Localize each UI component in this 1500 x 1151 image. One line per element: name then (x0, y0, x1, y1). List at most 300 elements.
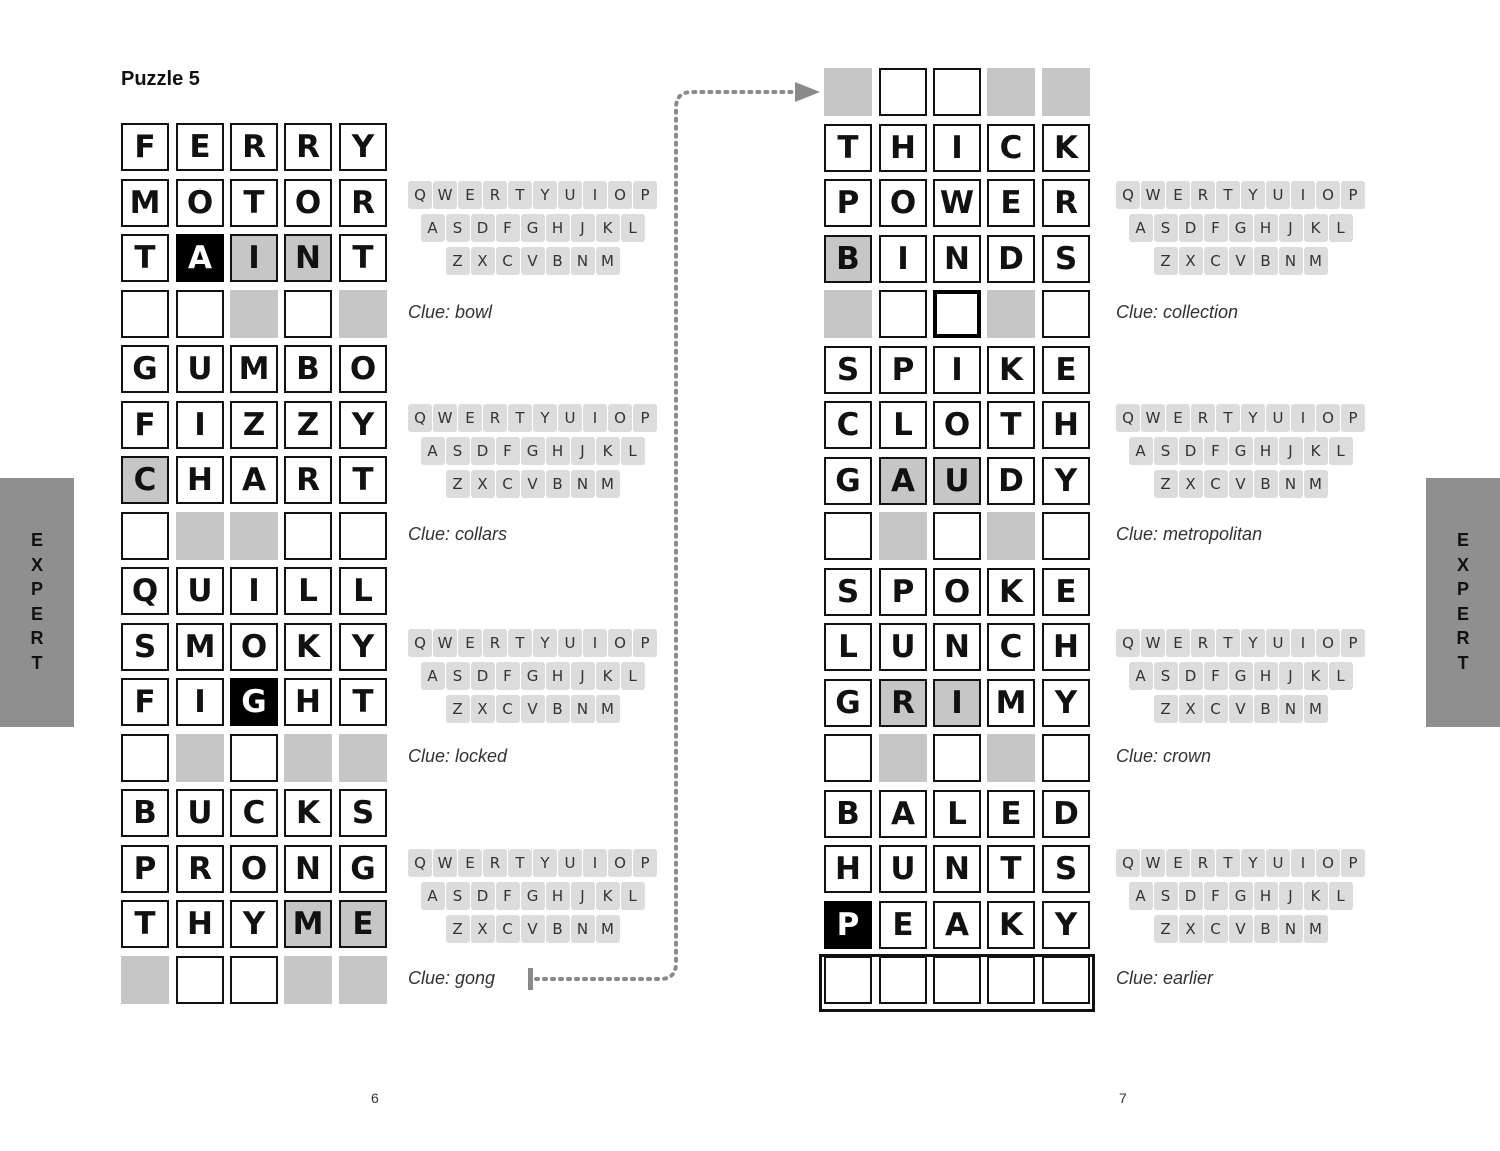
empty-cell[interactable] (824, 68, 872, 116)
keyboard-key[interactable]: X (471, 695, 495, 723)
letter-cell: O (933, 568, 981, 616)
keyboard-key[interactable]: T (508, 404, 532, 432)
empty-cell[interactable] (230, 956, 278, 1004)
keyboard-key[interactable]: Q (408, 849, 432, 877)
empty-cell[interactable] (933, 512, 981, 560)
keyboard-key[interactable]: J (571, 882, 595, 910)
keyboard-key[interactable]: X (1179, 915, 1203, 943)
keyboard-key[interactable]: I (583, 181, 607, 209)
keyboard-key[interactable]: Y (533, 181, 557, 209)
keyboard-key[interactable]: D (471, 662, 495, 690)
keyboard-key[interactable]: B (546, 915, 570, 943)
keyboard-key[interactable]: W (1141, 849, 1165, 877)
keyboard-key[interactable]: W (1141, 629, 1165, 657)
letter-cell: A (176, 234, 224, 282)
keyboard-key[interactable]: W (1141, 404, 1165, 432)
keyboard-key[interactable]: K (1304, 882, 1328, 910)
empty-cell[interactable] (987, 290, 1035, 338)
keyboard-key[interactable]: Z (1154, 247, 1178, 275)
keyboard-key[interactable]: A (1129, 214, 1153, 242)
keyboard-key[interactable]: E (1166, 629, 1190, 657)
letter-cell: Z (230, 401, 278, 449)
mini-keyboard (408, 181, 658, 273)
keyboard-key[interactable]: I (1291, 629, 1315, 657)
ladder-row (824, 457, 1090, 505)
letter-cell: A (933, 901, 981, 949)
keyboard-key[interactable]: P (1341, 629, 1365, 657)
keyboard-key[interactable]: M (596, 915, 620, 943)
connector-arrowhead (795, 82, 820, 102)
ladder-row (121, 956, 387, 1004)
keyboard-key[interactable]: A (421, 882, 445, 910)
keyboard-key[interactable]: B (546, 695, 570, 723)
ladder-row (824, 401, 1090, 449)
keyboard-key[interactable]: N (571, 915, 595, 943)
empty-cell[interactable] (176, 734, 224, 782)
keyboard-key[interactable]: O (608, 181, 632, 209)
keyboard-key[interactable]: U (558, 629, 582, 657)
empty-cell[interactable] (284, 512, 332, 560)
empty-cell[interactable] (121, 290, 169, 338)
keyboard-key[interactable]: N (1279, 470, 1303, 498)
keyboard-key[interactable]: S (1154, 437, 1178, 465)
letter-cell: P (824, 901, 872, 949)
keyboard-key[interactable]: L (1329, 214, 1353, 242)
keyboard-key[interactable]: W (433, 181, 457, 209)
letter-cell: R (879, 679, 927, 727)
keyboard-key[interactable]: U (558, 404, 582, 432)
keyboard-key[interactable]: M (1304, 470, 1328, 498)
keyboard-key[interactable]: L (1329, 882, 1353, 910)
letter-cell: O (339, 345, 387, 393)
keyboard-key[interactable]: B (546, 470, 570, 498)
keyboard-key[interactable]: P (633, 849, 657, 877)
mini-keyboard (1116, 629, 1366, 721)
keyboard-key[interactable]: Z (446, 915, 470, 943)
keyboard-key[interactable]: L (1329, 662, 1353, 690)
keyboard-key[interactable]: M (1304, 695, 1328, 723)
empty-cell[interactable] (339, 734, 387, 782)
keyboard-key[interactable]: J (1279, 662, 1303, 690)
keyboard-key[interactable]: S (1154, 882, 1178, 910)
keyboard-key[interactable]: U (1266, 629, 1290, 657)
keyboard-key[interactable]: I (1291, 404, 1315, 432)
letter-cell: H (284, 678, 332, 726)
keyboard-row (1129, 437, 1353, 465)
keyboard-key[interactable]: W (1141, 181, 1165, 209)
keyboard-key[interactable]: F (496, 662, 520, 690)
keyboard-key[interactable]: Y (1241, 849, 1265, 877)
ladder-row (824, 235, 1090, 283)
keyboard-key[interactable]: J (1279, 882, 1303, 910)
keyboard-key[interactable]: U (558, 181, 582, 209)
empty-cell[interactable] (933, 68, 981, 116)
keyboard-key[interactable]: V (521, 470, 545, 498)
clue-text: Clue: earlier (1116, 968, 1214, 988)
keyboard-key[interactable]: R (1191, 404, 1215, 432)
keyboard-key[interactable]: V (1229, 247, 1253, 275)
keyboard-key[interactable]: O (1316, 849, 1340, 877)
keyboard-key[interactable]: C (1204, 915, 1228, 943)
keyboard-key[interactable]: H (546, 882, 570, 910)
keyboard-key[interactable]: I (583, 404, 607, 432)
keyboard-key[interactable]: E (458, 181, 482, 209)
empty-cell[interactable] (284, 956, 332, 1004)
letter-cell: C (121, 456, 169, 504)
keyboard-key[interactable]: R (483, 849, 507, 877)
keyboard-key[interactable]: A (1129, 662, 1153, 690)
keyboard-row (1154, 470, 1328, 498)
letter-cell: M (230, 345, 278, 393)
keyboard-key[interactable]: U (1266, 181, 1290, 209)
keyboard-key[interactable]: B (546, 247, 570, 275)
keyboard-key[interactable]: O (1316, 629, 1340, 657)
keyboard-key[interactable]: R (483, 629, 507, 657)
keyboard-key[interactable]: N (571, 247, 595, 275)
keyboard-key[interactable]: V (1229, 915, 1253, 943)
keyboard-key[interactable]: E (1166, 849, 1190, 877)
keyboard-key[interactable]: Q (408, 404, 432, 432)
keyboard-key[interactable]: K (1304, 662, 1328, 690)
keyboard-key[interactable]: F (1204, 882, 1228, 910)
keyboard-key[interactable]: X (471, 915, 495, 943)
keyboard-key[interactable]: A (421, 437, 445, 465)
keyboard-key[interactable]: O (1316, 181, 1340, 209)
empty-cell[interactable] (987, 68, 1035, 116)
keyboard-key[interactable]: J (1279, 437, 1303, 465)
empty-cell[interactable] (879, 290, 927, 338)
keyboard-key[interactable]: W (433, 849, 457, 877)
keyboard-key[interactable]: K (596, 662, 620, 690)
keyboard-key[interactable]: E (458, 849, 482, 877)
keyboard-key[interactable]: T (508, 181, 532, 209)
keyboard-key[interactable]: V (1229, 470, 1253, 498)
keyboard-key[interactable]: K (1304, 437, 1328, 465)
keyboard-key[interactable]: H (546, 662, 570, 690)
keyboard-key[interactable]: P (1341, 404, 1365, 432)
keyboard-key[interactable]: O (608, 849, 632, 877)
keyboard-key[interactable]: P (633, 404, 657, 432)
keyboard-key[interactable]: V (521, 695, 545, 723)
empty-cell[interactable] (933, 290, 981, 338)
keyboard-key[interactable]: R (483, 404, 507, 432)
empty-cell[interactable] (824, 290, 872, 338)
keyboard-key[interactable]: Q (408, 181, 432, 209)
keyboard-key[interactable]: V (1229, 695, 1253, 723)
keyboard-key[interactable]: P (1341, 849, 1365, 877)
keyboard-key[interactable]: Z (446, 695, 470, 723)
keyboard-key[interactable]: E (1166, 404, 1190, 432)
empty-cell[interactable] (121, 734, 169, 782)
keyboard-key[interactable]: T (508, 849, 532, 877)
keyboard-key[interactable]: Y (533, 404, 557, 432)
empty-cell[interactable] (879, 734, 927, 782)
keyboard-key[interactable]: Z (1154, 915, 1178, 943)
keyboard-key[interactable]: D (1179, 662, 1203, 690)
keyboard-key[interactable]: R (1191, 181, 1215, 209)
keyboard-key[interactable]: E (458, 404, 482, 432)
letter-cell: R (284, 123, 332, 171)
side-tab-letter: X (1456, 554, 1469, 575)
empty-cell[interactable] (176, 956, 224, 1004)
letter-cell: B (824, 790, 872, 838)
keyboard-key[interactable]: X (471, 247, 495, 275)
keyboard-key[interactable]: K (596, 437, 620, 465)
keyboard-key[interactable]: O (608, 404, 632, 432)
letter-cell: F (121, 123, 169, 171)
letter-cell: N (284, 845, 332, 893)
keyboard-key[interactable]: H (546, 214, 570, 242)
keyboard-key[interactable]: G (521, 214, 545, 242)
keyboard-key[interactable]: V (521, 247, 545, 275)
keyboard-key[interactable]: W (433, 404, 457, 432)
letter-cell: O (933, 401, 981, 449)
letter-cell: S (121, 623, 169, 671)
clue-text: Clue: bowl (408, 302, 493, 322)
keyboard-key[interactable]: I (1291, 849, 1315, 877)
empty-cell[interactable] (339, 956, 387, 1004)
keyboard-key[interactable]: W (433, 629, 457, 657)
keyboard-key[interactable]: E (1166, 181, 1190, 209)
keyboard-key[interactable]: J (571, 437, 595, 465)
ladder-row (824, 568, 1090, 616)
keyboard-key[interactable]: N (1279, 915, 1303, 943)
letter-cell: A (879, 790, 927, 838)
keyboard-key[interactable]: U (558, 849, 582, 877)
empty-cell[interactable] (1042, 734, 1090, 782)
keyboard-key[interactable]: T (1216, 181, 1240, 209)
keyboard-key[interactable]: X (1179, 695, 1203, 723)
keyboard-key[interactable]: F (496, 882, 520, 910)
letter-cell: T (230, 179, 278, 227)
keyboard-key[interactable]: F (496, 437, 520, 465)
keyboard-key[interactable]: T (1216, 629, 1240, 657)
keyboard-key[interactable]: H (1254, 437, 1278, 465)
empty-cell[interactable] (230, 512, 278, 560)
empty-cell[interactable] (1042, 512, 1090, 560)
keyboard-key[interactable]: C (1204, 695, 1228, 723)
keyboard-key[interactable]: U (1266, 404, 1290, 432)
empty-cell[interactable] (339, 512, 387, 560)
keyboard-key[interactable]: G (521, 882, 545, 910)
keyboard-key[interactable]: K (1304, 214, 1328, 242)
keyboard-key[interactable]: D (1179, 882, 1203, 910)
mini-keyboard (1116, 181, 1366, 273)
keyboard-key[interactable]: B (1254, 915, 1278, 943)
ladder-row (121, 123, 387, 171)
keyboard-key[interactable]: H (1254, 214, 1278, 242)
keyboard-key[interactable]: C (496, 695, 520, 723)
keyboard-key[interactable]: A (421, 662, 445, 690)
keyboard-key[interactable]: F (496, 214, 520, 242)
keyboard-key[interactable]: Y (533, 849, 557, 877)
keyboard-key[interactable]: B (1254, 470, 1278, 498)
keyboard-key[interactable]: B (1254, 695, 1278, 723)
keyboard-key[interactable]: S (446, 882, 470, 910)
keyboard-key[interactable]: L (1329, 437, 1353, 465)
keyboard-key[interactable]: D (471, 882, 495, 910)
keyboard-key[interactable]: N (571, 695, 595, 723)
empty-cell[interactable] (284, 290, 332, 338)
keyboard-key[interactable]: I (583, 849, 607, 877)
empty-cell[interactable] (284, 734, 332, 782)
keyboard-key[interactable]: D (471, 214, 495, 242)
keyboard-key[interactable]: Y (1241, 629, 1265, 657)
letter-cell: M (284, 900, 332, 948)
empty-cell[interactable] (1042, 290, 1090, 338)
empty-cell[interactable] (879, 68, 927, 116)
keyboard-row (421, 882, 645, 910)
keyboard-key[interactable]: A (1129, 437, 1153, 465)
keyboard-key[interactable]: H (1254, 882, 1278, 910)
keyboard-key[interactable]: G (1229, 662, 1253, 690)
letter-cell: E (176, 123, 224, 171)
clue-text: Clue: collection (1116, 302, 1239, 322)
empty-cell[interactable] (824, 512, 872, 560)
keyboard-key[interactable]: G (1229, 214, 1253, 242)
empty-cell[interactable] (879, 512, 927, 560)
keyboard-key[interactable]: T (508, 629, 532, 657)
keyboard-key[interactable]: T (1216, 849, 1240, 877)
keyboard-key[interactable]: T (1216, 404, 1240, 432)
keyboard-key[interactable]: S (446, 437, 470, 465)
keyboard-key[interactable]: S (1154, 662, 1178, 690)
keyboard-key[interactable]: P (633, 181, 657, 209)
empty-cell[interactable] (230, 290, 278, 338)
letter-cell: N (284, 234, 332, 282)
keyboard-key[interactable]: L (621, 437, 645, 465)
keyboard-key[interactable]: D (1179, 437, 1203, 465)
keyboard-key[interactable]: Y (533, 629, 557, 657)
keyboard-key[interactable]: B (1254, 247, 1278, 275)
keyboard-key[interactable]: Z (446, 470, 470, 498)
keyboard-key[interactable]: K (596, 214, 620, 242)
keyboard-key[interactable]: L (621, 662, 645, 690)
letter-cell: I (230, 567, 278, 615)
keyboard-key[interactable]: M (596, 247, 620, 275)
empty-cell[interactable] (121, 512, 169, 560)
keyboard-key[interactable]: Z (1154, 695, 1178, 723)
keyboard-key[interactable]: R (483, 181, 507, 209)
keyboard-key[interactable]: J (571, 662, 595, 690)
empty-cell[interactable] (824, 734, 872, 782)
keyboard-key[interactable]: F (1204, 437, 1228, 465)
keyboard-key[interactable]: D (471, 437, 495, 465)
keyboard-row (446, 915, 620, 943)
empty-cell[interactable] (1042, 68, 1090, 116)
empty-cell[interactable] (339, 290, 387, 338)
keyboard-key[interactable]: Z (1154, 470, 1178, 498)
side-tab-letter: E (1456, 603, 1469, 624)
keyboard-key[interactable]: S (1154, 214, 1178, 242)
page-number-left: 6 (371, 1090, 379, 1106)
keyboard-key[interactable]: C (1204, 247, 1228, 275)
keyboard-key[interactable]: S (446, 662, 470, 690)
letter-cell: U (176, 567, 224, 615)
keyboard-key[interactable]: V (521, 915, 545, 943)
keyboard-key[interactable]: E (458, 629, 482, 657)
keyboard-key[interactable]: G (1229, 882, 1253, 910)
keyboard-key[interactable]: P (1341, 181, 1365, 209)
keyboard-key[interactable]: H (546, 437, 570, 465)
keyboard-key[interactable]: O (1316, 404, 1340, 432)
keyboard-key[interactable]: Z (446, 247, 470, 275)
keyboard-key[interactable]: A (421, 214, 445, 242)
empty-cell[interactable] (121, 956, 169, 1004)
keyboard-key[interactable]: H (1254, 662, 1278, 690)
empty-cell[interactable] (230, 734, 278, 782)
keyboard-key[interactable]: Q (1116, 181, 1140, 209)
keyboard-key[interactable]: G (521, 437, 545, 465)
keyboard-key[interactable]: Y (1241, 181, 1265, 209)
ladder-row (121, 845, 387, 893)
keyboard-key[interactable]: M (1304, 915, 1328, 943)
keyboard-key[interactable]: L (621, 882, 645, 910)
keyboard-key[interactable]: R (1191, 849, 1215, 877)
empty-cell[interactable] (176, 512, 224, 560)
empty-cell[interactable] (987, 734, 1035, 782)
keyboard-key[interactable]: M (596, 695, 620, 723)
keyboard-key[interactable]: O (608, 629, 632, 657)
keyboard-key[interactable]: Y (1241, 404, 1265, 432)
letter-cell: S (339, 789, 387, 837)
keyboard-key[interactable]: C (1204, 470, 1228, 498)
letter-cell: W (933, 179, 981, 227)
empty-cell[interactable] (933, 734, 981, 782)
keyboard-key[interactable]: F (1204, 662, 1228, 690)
empty-cell[interactable] (987, 512, 1035, 560)
keyboard-key[interactable]: D (1179, 214, 1203, 242)
side-tab-letter: X (30, 554, 43, 575)
letter-cell: R (176, 845, 224, 893)
keyboard-key[interactable]: L (621, 214, 645, 242)
keyboard-key[interactable]: A (1129, 882, 1153, 910)
keyboard-key[interactable]: G (521, 662, 545, 690)
keyboard-key[interactable]: J (1279, 214, 1303, 242)
keyboard-key[interactable]: C (496, 470, 520, 498)
keyboard-key[interactable]: I (1291, 181, 1315, 209)
keyboard-key[interactable]: X (1179, 470, 1203, 498)
keyboard-key[interactable]: N (1279, 247, 1303, 275)
keyboard-row (408, 404, 657, 432)
keyboard-key[interactable]: S (446, 214, 470, 242)
keyboard-key[interactable]: C (496, 247, 520, 275)
keyboard-key[interactable]: U (1266, 849, 1290, 877)
letter-cell: T (339, 456, 387, 504)
keyboard-key[interactable]: F (1204, 214, 1228, 242)
keyboard-key[interactable]: X (471, 470, 495, 498)
keyboard-key[interactable]: N (1279, 695, 1303, 723)
keyboard-key[interactable]: C (496, 915, 520, 943)
keyboard-key[interactable]: I (583, 629, 607, 657)
keyboard-key[interactable]: J (571, 214, 595, 242)
letter-cell: C (987, 623, 1035, 671)
keyboard-key[interactable]: K (596, 882, 620, 910)
keyboard-key[interactable]: Q (1116, 404, 1140, 432)
keyboard-key[interactable]: G (1229, 437, 1253, 465)
keyboard-key[interactable]: Q (1116, 849, 1140, 877)
keyboard-key[interactable]: N (571, 470, 595, 498)
keyboard-key[interactable]: M (1304, 247, 1328, 275)
letter-cell: H (824, 845, 872, 893)
keyboard-key[interactable]: P (633, 629, 657, 657)
empty-cell[interactable] (176, 290, 224, 338)
keyboard-key[interactable]: Q (408, 629, 432, 657)
keyboard-key[interactable]: R (1191, 629, 1215, 657)
keyboard-key[interactable]: X (1179, 247, 1203, 275)
keyboard-key[interactable]: M (596, 470, 620, 498)
keyboard-key[interactable]: Q (1116, 629, 1140, 657)
